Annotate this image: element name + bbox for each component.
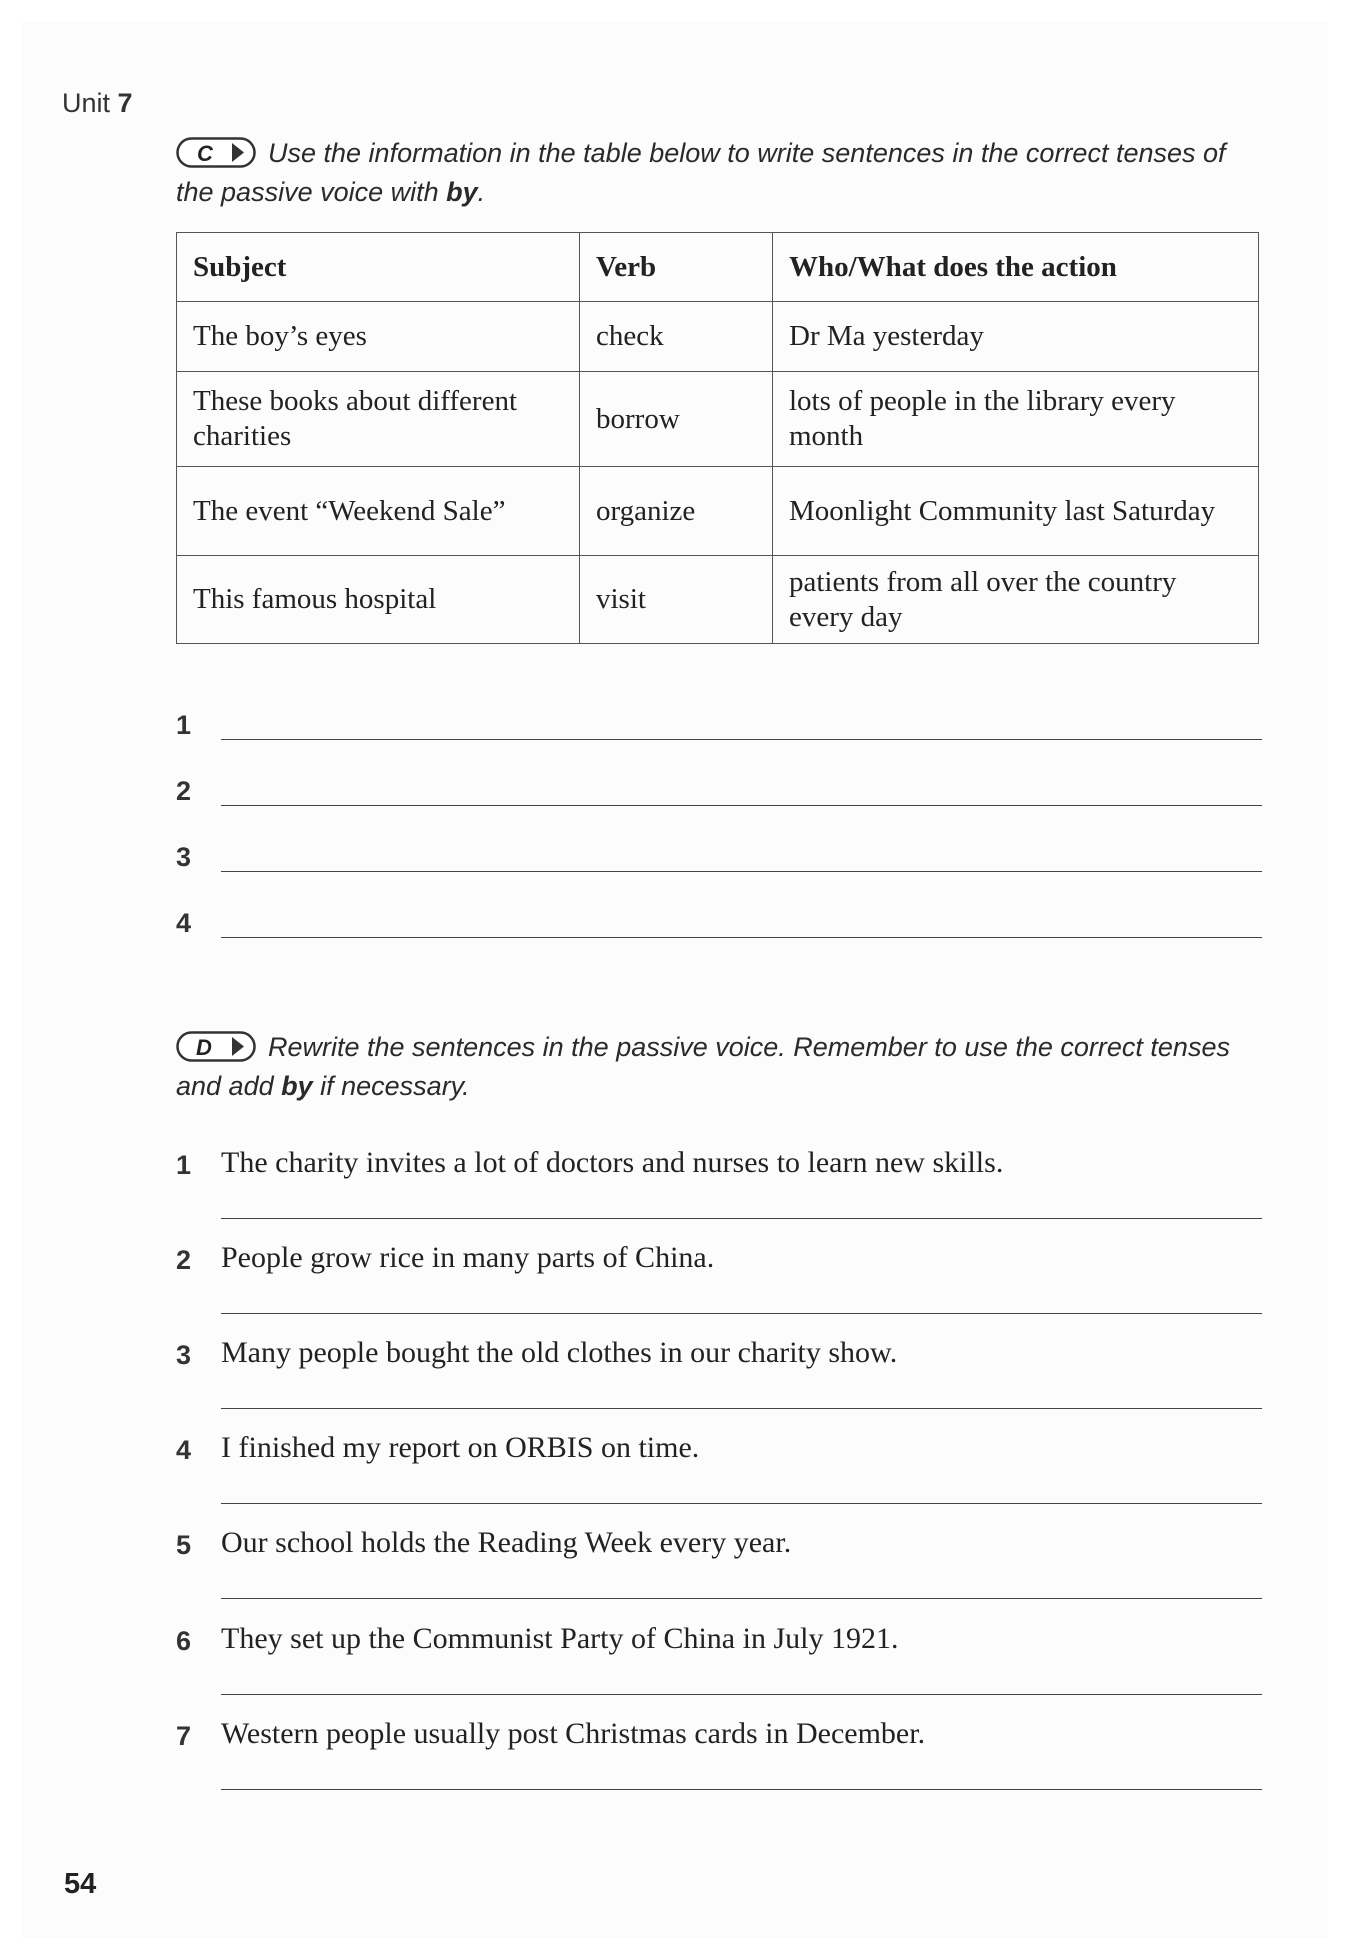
unit-number: 7 xyxy=(117,88,133,118)
question-item xyxy=(176,1717,1262,1797)
answer-rule[interactable] xyxy=(221,739,1262,740)
table-cell: This famous hospital xyxy=(177,556,580,644)
table-cell: organize xyxy=(580,467,773,556)
exercise-d-instruction xyxy=(176,1028,1262,1106)
answer-line[interactable] xyxy=(176,776,1262,806)
unit-heading xyxy=(62,88,133,119)
question-text: Our school holds the Reading Week every year. xyxy=(221,1526,792,1559)
answer-rule[interactable] xyxy=(221,937,1262,938)
answer-number: 2 xyxy=(176,776,192,806)
exercise-c-letter: C xyxy=(197,141,213,166)
question-number: 4 xyxy=(176,1435,192,1465)
answer-number: 4 xyxy=(176,908,192,938)
table-cell: check xyxy=(580,302,773,372)
table-header-row xyxy=(177,233,1259,302)
answer-rule[interactable] xyxy=(221,1218,1262,1219)
answer-rule[interactable] xyxy=(221,1694,1262,1695)
question-number: 2 xyxy=(176,1245,192,1275)
question-number: 7 xyxy=(176,1721,192,1751)
question-item xyxy=(176,1622,1262,1702)
exercise-d-text: Rewrite the sentences in the passive voice. Remember to use the correct tenses and add xyxy=(176,1032,1230,1101)
question-text: I finished my report on ORBIS on time. xyxy=(221,1431,700,1464)
exercise-d-badge-icon xyxy=(176,1031,256,1062)
table-cell: Moonlight Community last Saturday xyxy=(773,467,1259,556)
answer-number: 3 xyxy=(176,842,192,872)
answer-line[interactable] xyxy=(176,710,1262,740)
question-number: 5 xyxy=(176,1530,192,1560)
question-item xyxy=(176,1431,1262,1511)
question-text: People grow rice in many parts of China. xyxy=(221,1241,715,1274)
answer-rule[interactable] xyxy=(221,871,1262,872)
table-row xyxy=(177,372,1259,467)
exercise-c-instruction xyxy=(176,134,1262,212)
exercise-c-text-end: . xyxy=(477,177,486,207)
answer-rule[interactable] xyxy=(221,805,1262,806)
exercise-c-text: Use the information in the table below to write sentences in the correct tenses of the passive voice with xyxy=(176,138,1226,207)
table-cell: These books about different charities xyxy=(177,372,580,467)
header-subject: Subject xyxy=(177,233,580,302)
answer-rule[interactable] xyxy=(221,1313,1262,1314)
exercise-d-letter: D xyxy=(196,1035,212,1060)
question-item xyxy=(176,1146,1262,1226)
question-number: 3 xyxy=(176,1340,192,1370)
table-cell: visit xyxy=(580,556,773,644)
answer-line[interactable] xyxy=(176,908,1262,938)
table-cell: patients from all over the country every day xyxy=(773,556,1259,644)
answer-rule[interactable] xyxy=(221,1408,1262,1409)
table-cell: borrow xyxy=(580,372,773,467)
table-cell: The boy’s eyes xyxy=(177,302,580,372)
answer-line[interactable] xyxy=(176,842,1262,872)
exercise-c-bold: by xyxy=(446,177,478,207)
page-number: 54 xyxy=(64,1868,97,1900)
table-cell: lots of people in the library every month xyxy=(773,372,1259,467)
exercise-d-text-end: if necessary. xyxy=(312,1071,470,1101)
answer-number: 1 xyxy=(176,710,192,740)
table-cell: The event “Weekend Sale” xyxy=(177,467,580,556)
question-text: The charity invites a lot of doctors and nurses to learn new skills. xyxy=(221,1146,1004,1179)
table-row xyxy=(177,467,1259,556)
answer-rule[interactable] xyxy=(221,1598,1262,1599)
exercise-d-bold: by xyxy=(281,1071,313,1101)
table-row xyxy=(177,302,1259,372)
question-text: Western people usually post Christmas cards in December. xyxy=(221,1717,926,1750)
unit-label: Unit xyxy=(62,88,111,118)
question-number: 1 xyxy=(176,1150,192,1180)
question-text: They set up the Communist Party of China in July 1921. xyxy=(221,1622,899,1655)
table-cell: Dr Ma yesterday xyxy=(773,302,1259,372)
header-verb: Verb xyxy=(580,233,773,302)
exercise-c-badge-icon xyxy=(176,137,256,168)
header-actor: Who/What does the action xyxy=(773,233,1259,302)
question-number: 6 xyxy=(176,1626,192,1656)
info-table xyxy=(176,232,1259,644)
table-row xyxy=(177,556,1259,644)
answer-rule[interactable] xyxy=(221,1789,1262,1790)
question-item xyxy=(176,1336,1262,1416)
answer-rule[interactable] xyxy=(221,1503,1262,1504)
question-item xyxy=(176,1526,1262,1606)
question-text: Many people bought the old clothes in our charity show. xyxy=(221,1336,898,1369)
question-item xyxy=(176,1241,1262,1321)
